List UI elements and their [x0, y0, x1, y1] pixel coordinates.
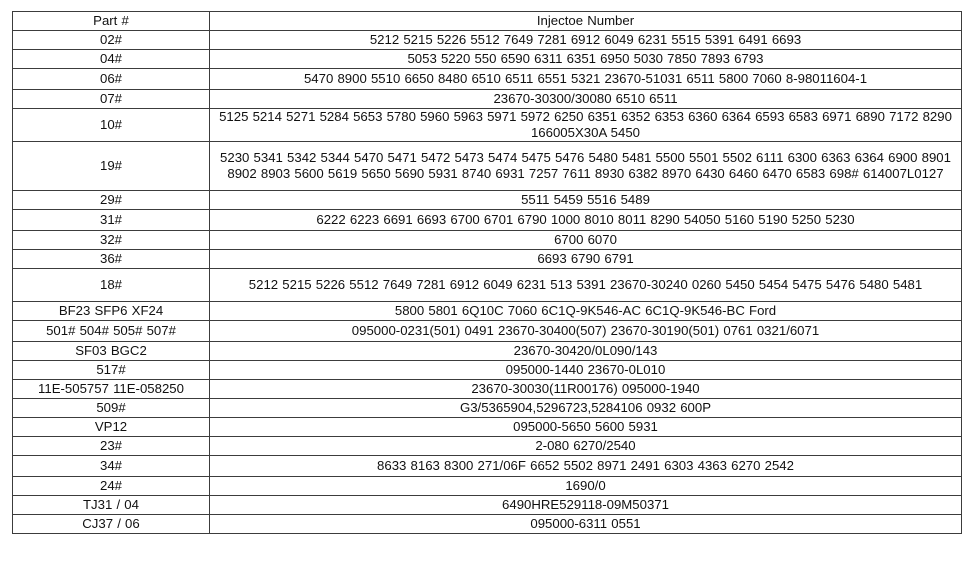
injector-number-cell: 095000-6311 0551: [210, 515, 962, 534]
part-cell: 07#: [13, 90, 210, 109]
table-row: [13, 231, 962, 250]
table-row: [13, 380, 962, 399]
table-row: [13, 515, 962, 534]
injector-number-cell: 5125 5214 5271 5284 5653 5780 5960 5963 5971 5972 6250 6351 6352 6353 6360 6364 6593 6583 6971 6890 7172 8290 166005X30A 5450: [210, 109, 962, 142]
part-cell: 501# 504# 505# 507#: [13, 321, 210, 342]
part-cell: 34#: [13, 456, 210, 477]
injector-number-cell: 23670-30030(11R00176) 095000-1940: [210, 380, 962, 399]
injector-number-cell: 5212 5215 5226 5512 7649 7281 6912 6049 6231 5515 5391 6491 6693: [210, 31, 962, 50]
part-cell: 32#: [13, 231, 210, 250]
injector-number-cell: 6693 6790 6791: [210, 250, 962, 269]
injector-number-cell: 23670-30420/0L090/143: [210, 342, 962, 361]
injector-number-cell: 8633 8163 8300 271/06F 6652 5502 8971 2491 6303 4363 6270 2542: [210, 456, 962, 477]
part-cell: CJ37 / 06: [13, 515, 210, 534]
part-cell: 509#: [13, 399, 210, 418]
injector-number-cell: 5511 5459 5516 5489: [210, 191, 962, 210]
injector-number-cell: 095000-5650 5600 5931: [210, 418, 962, 437]
table-row: [13, 50, 962, 69]
injector-number-cell: 1690/0: [210, 477, 962, 496]
injector-parts-table: [12, 11, 962, 534]
injector-number-cell: 6700 6070: [210, 231, 962, 250]
part-cell: 10#: [13, 109, 210, 142]
header-injector-number: Injectoe Number: [210, 12, 962, 31]
part-cell: 517#: [13, 361, 210, 380]
table-row: [13, 302, 962, 321]
part-cell: SF03 BGC2: [13, 342, 210, 361]
table-row: [13, 142, 962, 191]
injector-number-cell: 5800 5801 6Q10C 7060 6C1Q-9K546-AC 6C1Q-9K546-BC Ford: [210, 302, 962, 321]
injector-number-cell: 5230 5341 5342 5344 5470 5471 5472 5473 5474 5475 5476 5480 5481 5500 5501 5502 6111 6300 6363 6364 6900 8901 8902 8903 5600 5619 5650 5690 5931 8740 6931 7257 7611 8930 6382 8970 6430 6460 6470 6583 698# 614007L0127: [210, 142, 962, 191]
injector-number-cell: 095000-0231(501) 0491 23670-30400(507) 23670-30190(501) 0761 0321/6071: [210, 321, 962, 342]
table-row: [13, 342, 962, 361]
injector-parts-sheet: [12, 11, 961, 577]
table-row: [13, 109, 962, 142]
table-row: [13, 496, 962, 515]
part-cell: BF23 SFP6 XF24: [13, 302, 210, 321]
table-row: [13, 269, 962, 302]
part-cell: 04#: [13, 50, 210, 69]
header-part-number: Part #: [13, 12, 210, 31]
part-cell: 36#: [13, 250, 210, 269]
injector-number-cell: 5212 5215 5226 5512 7649 7281 6912 6049 6231 513 5391 23670-30240 0260 5450 5454 5475 5476 5480 5481: [210, 269, 962, 302]
table-row: [13, 191, 962, 210]
table-row: [13, 210, 962, 231]
table-row: [13, 418, 962, 437]
table-row: [13, 456, 962, 477]
part-cell: 29#: [13, 191, 210, 210]
table-row: [13, 69, 962, 90]
injector-number-cell: 095000-1440 23670-0L010: [210, 361, 962, 380]
table-row: [13, 90, 962, 109]
part-cell: 19#: [13, 142, 210, 191]
part-cell: 18#: [13, 269, 210, 302]
injector-number-cell: 5470 8900 5510 6650 8480 6510 6511 6551 5321 23670-51031 6511 5800 7060 8-98011604-1: [210, 69, 962, 90]
injector-number-cell: 6222 6223 6691 6693 6700 6701 6790 1000 8010 8011 8290 54050 5160 5190 5250 5230: [210, 210, 962, 231]
part-cell: TJ31 / 04: [13, 496, 210, 515]
table-row: [13, 477, 962, 496]
table-row: [13, 250, 962, 269]
injector-number-cell: 2-080 6270/2540: [210, 437, 962, 456]
table-row: [13, 361, 962, 380]
table-row: [13, 321, 962, 342]
part-cell: 06#: [13, 69, 210, 90]
injector-number-cell: 5053 5220 550 6590 6311 6351 6950 5030 7850 7893 6793: [210, 50, 962, 69]
table-row: [13, 399, 962, 418]
part-cell: 02#: [13, 31, 210, 50]
part-cell: VP12: [13, 418, 210, 437]
part-cell: 11E-505757 11E-058250: [13, 380, 210, 399]
table-header-row: [13, 12, 962, 31]
injector-number-cell: 23670-30300/30080 6510 6511: [210, 90, 962, 109]
injector-number-cell: 6490HRE529118-09M50371: [210, 496, 962, 515]
part-cell: 23#: [13, 437, 210, 456]
table-row: [13, 31, 962, 50]
part-cell: 31#: [13, 210, 210, 231]
table-row: [13, 437, 962, 456]
injector-number-cell: G3/5365904,5296723,5284106 0932 600P: [210, 399, 962, 418]
part-cell: 24#: [13, 477, 210, 496]
